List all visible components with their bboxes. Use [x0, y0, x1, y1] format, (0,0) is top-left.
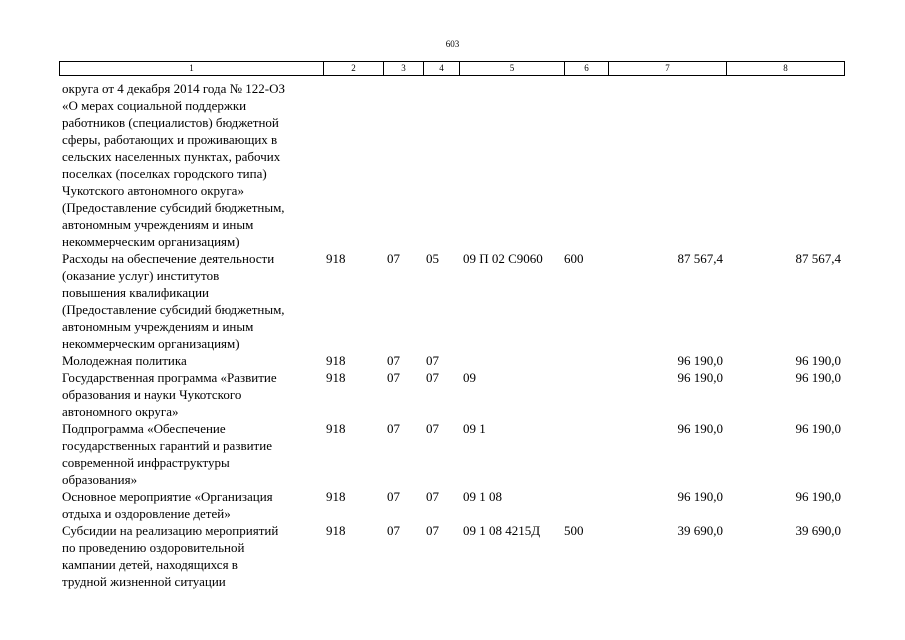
row-col-3: 07: [387, 421, 400, 436]
header-col-6: 6: [565, 62, 609, 76]
row-name: Субсидии на реализацию мероприятий по проведению оздоровительной кампании детей, находящихся в трудной жизненной ситуации: [62, 523, 279, 589]
row-col-8: 96 190,0: [795, 489, 841, 504]
header-col-7: 7: [609, 62, 727, 76]
budget-table: [59, 80, 844, 590]
row-col-7: 96 190,0: [677, 353, 723, 368]
row-col-6: [564, 352, 608, 369]
table-row: [59, 80, 844, 250]
row-col-3: 07: [387, 251, 400, 266]
row-col-2: 918: [326, 251, 346, 266]
row-col-7: 96 190,0: [677, 489, 723, 504]
row-name: Подпрограмма «Обеспечение государственных гарантий и развитие современной инфраструктуры образования»: [62, 421, 272, 487]
row-col-3: [383, 80, 423, 250]
table-row: [59, 522, 844, 590]
row-col-2: 918: [326, 370, 346, 385]
row-name: Основное мероприятие «Организация отдыха и оздоровление детей»: [62, 489, 273, 521]
header-col-5: 5: [460, 62, 565, 76]
row-col-4: 07: [426, 421, 439, 436]
row-col-2: 918: [326, 523, 346, 538]
row-col-4: 05: [426, 251, 439, 266]
row-col-6: [564, 80, 608, 250]
row-col-4: 07: [426, 353, 439, 368]
row-col-3: 07: [387, 370, 400, 385]
row-col-4: [423, 80, 459, 250]
row-name: округа от 4 декабря 2014 года № 122-ОЗ «О мерах социальной поддержки работников (специалистов) бюджетной сферы, работающих и проживающих в сельских населенных пунктах, рабочих поселках (поселках городского типа) Чукотского автономного округа» (Предоставление субсидий бюджетным, автономным учреждениям и иным некоммерческим организациям): [62, 81, 286, 249]
row-col-4: 07: [426, 489, 439, 504]
header-row: [60, 62, 845, 76]
table-row: [59, 352, 844, 369]
row-col-8: 96 190,0: [795, 370, 841, 385]
table-row: [59, 488, 844, 522]
row-col-8: 96 190,0: [795, 421, 841, 436]
row-col-4: 07: [426, 370, 439, 385]
header-col-2: 2: [324, 62, 384, 76]
row-col-6: 500: [564, 523, 584, 538]
row-col-7: [608, 80, 726, 250]
row-name: Государственная программа «Развитие образования и науки Чукотского автономного округа»: [62, 370, 277, 419]
row-col-5: [459, 352, 564, 369]
row-col-5: [459, 80, 564, 250]
row-col-7: 96 190,0: [677, 421, 723, 436]
row-col-6: [564, 488, 608, 522]
table-row: [59, 250, 844, 352]
header-col-1: 1: [60, 62, 324, 76]
row-name: Расходы на обеспечение деятельности (оказание услуг) институтов повышения квалификации (Предоставление субсидий бюджетным, автономным учреждениям и иным некоммерческим организациям): [62, 251, 285, 351]
row-col-2: [323, 80, 383, 250]
column-number-header: [59, 61, 845, 76]
row-col-5: 09 1: [463, 421, 486, 436]
row-col-7: 39 690,0: [677, 523, 723, 538]
row-col-5: 09 1 08 4215Д: [463, 523, 541, 538]
header-col-4: 4: [424, 62, 460, 76]
header-col-8: 8: [727, 62, 845, 76]
row-col-7: 87 567,4: [677, 251, 723, 266]
row-col-3: 07: [387, 489, 400, 504]
row-col-5: 09 П 02 С9060: [463, 251, 543, 266]
row-col-8: 96 190,0: [795, 353, 841, 368]
table-row: [59, 369, 844, 420]
row-col-6: 600: [564, 251, 584, 266]
row-col-2: 918: [326, 421, 346, 436]
row-col-3: 07: [387, 353, 400, 368]
page-number: 603: [445, 39, 460, 49]
row-col-3: 07: [387, 523, 400, 538]
row-name: Молодежная политика: [62, 353, 187, 368]
row-col-6: [564, 420, 608, 488]
row-col-2: 918: [326, 489, 346, 504]
row-col-5: 09 1 08: [463, 489, 502, 504]
row-col-7: 96 190,0: [677, 370, 723, 385]
row-col-8: [726, 80, 844, 250]
row-col-4: 07: [426, 523, 439, 538]
header-col-3: 3: [384, 62, 424, 76]
row-col-8: 39 690,0: [795, 523, 841, 538]
row-col-8: 87 567,4: [795, 251, 841, 266]
row-col-5: 09: [463, 370, 476, 385]
table-row: [59, 420, 844, 488]
row-col-6: [564, 369, 608, 420]
row-col-2: 918: [326, 353, 346, 368]
